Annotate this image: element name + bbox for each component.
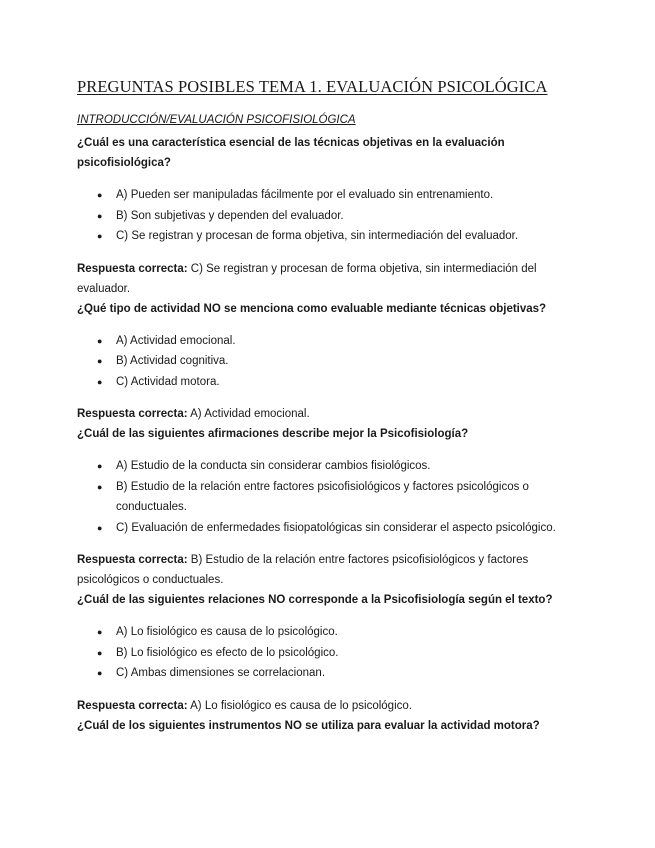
bullet-icon: ● [97,627,103,637]
option-text: B) Actividad cognitiva. [116,355,229,367]
option-item [77,643,577,664]
option-item [77,456,577,477]
question-block [77,424,577,590]
question-text: ¿Cuál de los siguientes instrumentos NO se utiliza para evaluar la actividad motora? [77,719,540,732]
option-text: A) Pueden ser manipuladas fácilmente por el evaluado sin entrenamiento. [116,189,494,201]
options-list [77,185,577,247]
question-text: ¿Cuál de las siguientes relaciones NO corresponde a la Psicofisiología según el texto? [77,594,553,606]
option-text: B) Son subjetivas y dependen del evaluador. [116,209,344,222]
option-item [77,622,577,643]
options-list [77,331,577,393]
answer-label: Respuesta correcta: [77,262,188,275]
option-text: B) Estudio de la relación entre factores psicofisiológicos y factores psicológicos o conductuales. [116,480,529,513]
option-item [77,206,577,227]
correct-answer [77,259,577,299]
option-text: B) Lo fisiológico es efecto de lo psicológico. [116,646,339,659]
bullet-icon: ● [97,376,103,387]
bullet-icon: ● [97,461,103,471]
answer-label: Respuesta correcta: [77,554,188,566]
option-text: A) Estudio de la conducta sin considerar cambios fisiológicos. [116,460,431,472]
option-item [77,372,577,393]
option-text: C) Actividad motora. [116,375,220,388]
section-title: INTRODUCCIÓN/EVALUACIÓN PSICOFISIOLÓGICA [77,114,356,126]
correct-answer [77,404,577,424]
bullet-icon: ● [97,481,103,492]
options-list [77,622,577,684]
bullet-icon: ● [97,668,103,678]
correct-answer [77,696,577,716]
bullet-icon: ● [97,522,103,533]
question-block [77,590,577,716]
answer-text: A) Actividad emocional. [190,408,310,420]
document-title: PREGUNTAS POSIBLES TEMA 1. EVALUACIÓN PSICOLÓGICA [77,77,548,96]
answer-text: A) Lo fisiológico es causa de lo psicológico. [190,699,412,712]
bullet-icon: ● [97,647,103,658]
bullet-icon: ● [97,335,103,346]
option-text: A) Actividad emocional. [116,334,236,347]
option-item [77,331,577,352]
option-item [77,477,577,518]
answer-text: C) Se registran y procesan de forma objetiva, sin intermediación del evaluador. [77,262,537,295]
option-text: C) Se registran y procesan de forma objetiva, sin intermediación del evaluador. [116,230,519,242]
options-list [77,456,577,538]
option-text: A) Lo fisiológico es causa de lo psicológico. [116,626,338,638]
option-item [77,351,577,372]
answer-label: Respuesta correcta: [77,699,188,712]
question-block [77,133,577,299]
option-item [77,663,577,684]
bullet-icon: ● [97,190,103,200]
answer-text: B) Estudio de la relación entre factores psicofisiológicos y factores psicológicos o conductuales. [77,554,529,586]
option-item [77,185,577,206]
question-text: ¿Cuál de las siguientes afirmaciones describe mejor la Psicofisiología? [77,428,469,440]
option-text: C) Ambas dimensiones se correlacionan. [116,667,326,679]
question-text: ¿Qué tipo de actividad NO se menciona como evaluable mediante técnicas objetivas? [77,302,547,315]
answer-label: Respuesta correcta: [77,408,188,420]
option-item [77,226,577,247]
bullet-icon: ● [97,231,103,241]
bullet-icon: ● [97,356,103,366]
option-text: C) Evaluación de enfermedades fisiopatológicas sin considerar el aspecto psicológico. [116,521,556,534]
question-text: ¿Cuál es una característica esencial de las técnicas objetivas en la evaluación psicofisiológica? [77,137,505,169]
question-block [77,716,577,736]
correct-answer [77,550,577,590]
option-item [77,518,577,539]
bullet-icon: ● [97,210,103,221]
question-block [77,299,577,425]
questions-list [77,133,577,736]
